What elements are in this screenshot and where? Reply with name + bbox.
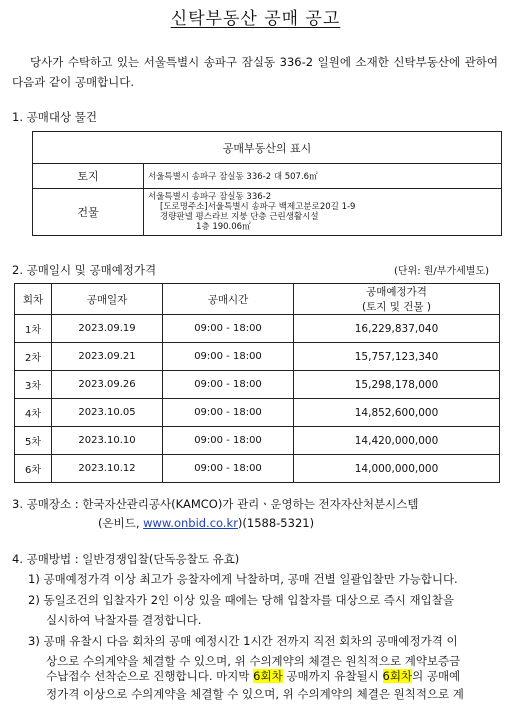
method-item-2b: 실시하여 낙찰자를 결정합니다. [46,613,202,627]
round-cell: 5차 [15,427,52,455]
schedule-table [14,283,500,483]
time-cell: 09:00 - 18:00 [163,399,294,427]
section2-heading: 2. 공매일시 및 공매예정가격 [12,263,157,277]
time-cell: 09:00 - 18:00 [163,427,294,455]
col-date: 공매일자 [52,284,163,315]
table-row [15,399,500,427]
round-cell: 3차 [15,371,52,399]
time-cell: 09:00 - 18:00 [163,315,294,343]
table-row [15,427,500,455]
section1-heading: 1. 공매대상 물건 [12,110,97,124]
page-title: 신탁부동산 공매 공고 [170,9,341,29]
round-cell: 6차 [15,455,52,483]
time-cell: 09:00 - 18:00 [163,343,294,371]
date-cell: 2023.09.19 [52,315,163,343]
section4-heading: 4. 공매방법 : 일반경쟁입찰(단독응찰도 유효) [12,552,240,566]
price-cell: 16,229,837,040 [294,315,500,343]
method-item-1: 1) 공매예정가격 이상 최고가 응찰자에게 낙찰하며, 공매 건별 일괄입찰만 가능합니다. [28,572,458,586]
building-line: [도로명주소]서울특별시 송파구 백제고분로20길 1-9 [160,202,356,212]
table-row [15,315,500,343]
section3-line2: (온비드, www.onbid.co.kr)(1588-5321) [98,516,315,530]
method-item-3b: 상으로 수의계약을 체결할 수 있으며, 위 수의계약의 체결은 원칙적으로 계약보증금 [46,654,461,668]
price-cell: 15,298,178,000 [294,371,500,399]
price-cell: 14,420,000,000 [294,427,500,455]
time-cell: 09:00 - 18:00 [163,455,294,483]
intro-paragraph: 당사가 수탁하고 있는 서울특별시 송파구 잠실동 336-2 일원에 소재한 신탁부동산에 관하여 다음과 같이 공매합니다. [12,55,498,89]
property-table-header: 공매부동산의 표시 [33,132,502,164]
round-cell: 2차 [15,343,52,371]
land-label: 토지 [33,164,144,189]
building-value [144,189,502,236]
price-cell: 15,757,123,340 [294,343,500,371]
onbid-link[interactable]: www.onbid.co.kr [143,516,238,530]
date-cell: 2023.09.26 [52,371,163,399]
highlight-round: 6회차 [253,669,283,683]
table-row [15,343,500,371]
time-cell: 09:00 - 18:00 [163,371,294,399]
section3-line1: 3. 공매장소 : 한국자산관리공사(KAMCO)가 관리ㆍ운영하는 전자자산처분시스템 [12,497,419,511]
date-cell: 2023.10.10 [52,427,163,455]
col-round: 회차 [15,284,52,315]
building-line: 서울특별시 송파구 잠실동 336-2 [148,192,272,202]
method-item-2a: 2) 동일조건의 입찰자가 2인 이상 있을 때에는 당해 입찰자를 대상으로 즉시 재입찰을 [28,593,454,607]
price-cell: 14,000,000,000 [294,455,500,483]
land-value: 서울특별시 송파구 잠실동 336-2 대 507.6㎡ [144,164,502,189]
unit-note: (단위: 원/부가세별도) [394,266,489,277]
price-cell: 14,852,600,000 [294,399,500,427]
property-table [32,131,502,236]
building-line: 1층 190.06㎡ [196,222,251,232]
date-cell: 2023.09.21 [52,343,163,371]
highlight-round: 6회차 [382,669,413,683]
method-item-3c: 수납접수 선착순으로 진행합니다. 마지막 6회차 공매까지 유찰될시 6회차의 공매예 [46,669,461,683]
method-item-3d: 정가격 이상으로 수의계약을 체결할 수 있으며, 위 수의계약의 체결은 원칙적으로 계 [46,687,464,701]
table-row [15,455,500,483]
col-time: 공매시간 [163,284,294,315]
round-cell: 4차 [15,399,52,427]
round-cell: 1차 [15,315,52,343]
building-label: 건물 [33,189,144,236]
date-cell: 2023.10.12 [52,455,163,483]
table-row [15,371,500,399]
method-item-3a: 3) 공매 유찰시 다음 회차의 공매 예정시간 1시간 전까지 직전 회차의 공매예정가격 이 [28,634,458,648]
col-price: 공매예정가격 (토지 및 건물 ) [294,284,500,315]
date-cell: 2023.10.05 [52,399,163,427]
building-line: 경량판넬 평스라브 지붕 단층 근린생활시설 [160,212,319,222]
